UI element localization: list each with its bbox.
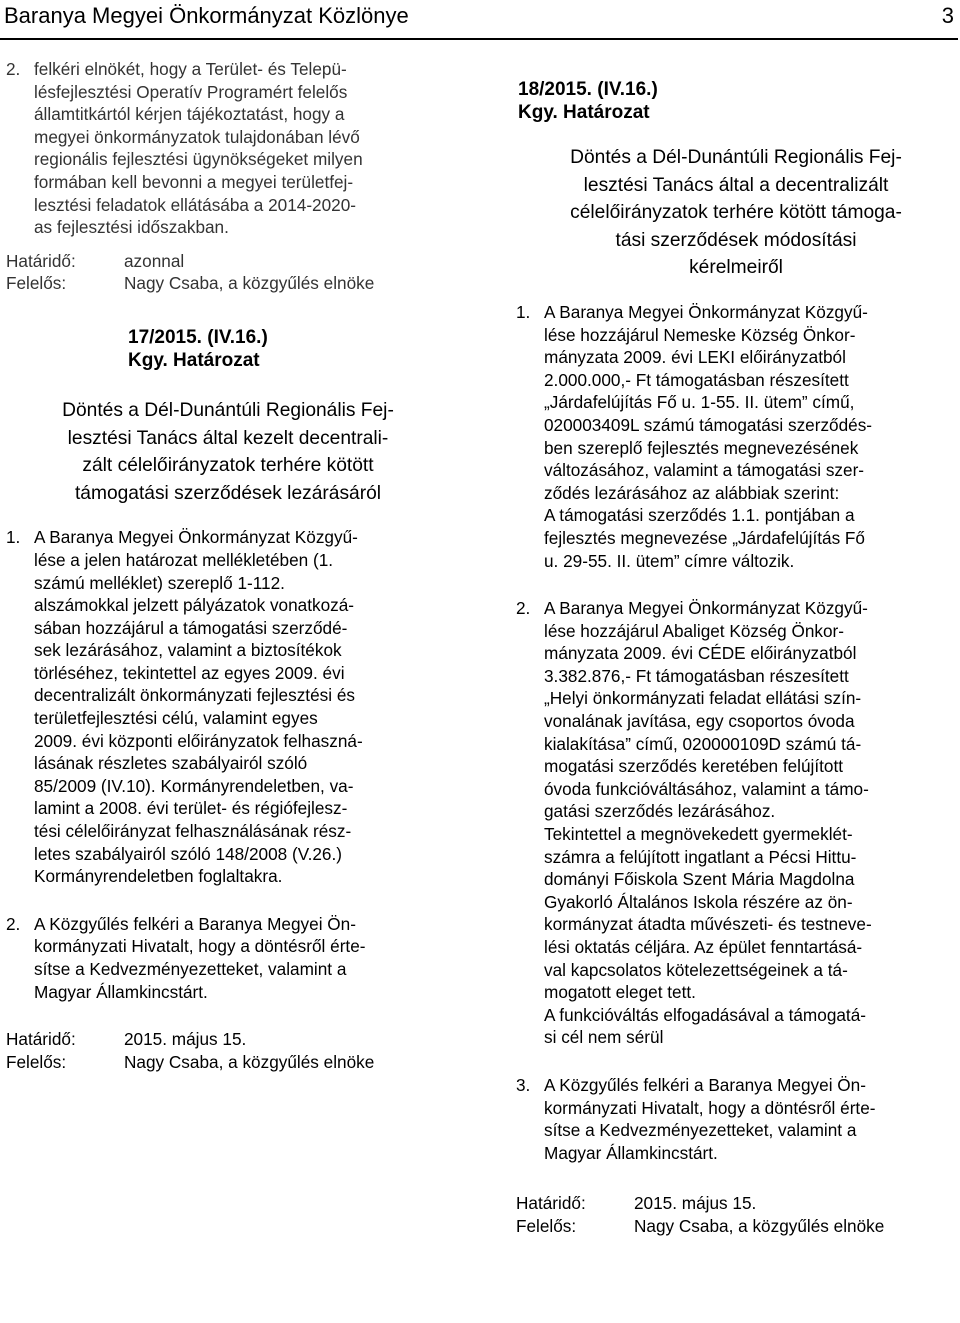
text-line: mányzata 2009. évi CÉDE előirányzatból [544, 643, 857, 664]
text-line: lesztési feladatok ellátásába a 2014-2020- [34, 194, 357, 215]
text-line: 2.000.000,- Ft támogatásban részesített [544, 369, 849, 390]
resolution-18-item-1 [516, 301, 956, 572]
text-line: A támogatási szerződés 1.1. pontjában a [544, 505, 855, 526]
header-divider [0, 38, 958, 40]
right-column [516, 78, 956, 1238]
text-line: törléséhez, tekintettel az egyes 2009. évi [34, 662, 345, 683]
resolution-18-title [516, 144, 956, 282]
resolution-17-title [6, 397, 450, 507]
text-line: Magyar Államkincstárt. [544, 1142, 718, 1163]
text-line: mogatási szerződés keretében felújított [544, 756, 844, 777]
responsible-label: Felelős: [516, 1215, 577, 1236]
text-line: célelőirányzatok terhére kötött támoga- [570, 202, 902, 224]
text-line: ben szereplő fejlesztés megnevezésének [544, 437, 859, 458]
deadline-label: Határidő: [516, 1193, 586, 1214]
item-number: 1. [516, 301, 531, 322]
item-text [544, 301, 956, 572]
text-line: Magyar Államkincstárt. [34, 981, 208, 1002]
item-text [34, 913, 450, 1003]
item-number: 3. [516, 1074, 531, 1095]
deadline-row [6, 250, 450, 273]
text-line: gatási szerződés lezárásához. [544, 801, 776, 822]
text-line: regionális fejlesztési ügynökségeket milyen [34, 149, 363, 170]
text-line: 2009. évi központi előirányzatok felhaszná- [34, 730, 363, 751]
text-line: tési célelőirányzat felhasználásának rész- [34, 821, 352, 842]
text-line: 3.382.876,- Ft támogatásban részesített [544, 665, 849, 686]
text-line: felkéri elnökét, hogy a Terület- és Telepü- [34, 59, 347, 79]
left-column [6, 58, 450, 1073]
page-header [0, 0, 960, 38]
text-line: számú melléklet) szereplő 1-112. [34, 572, 285, 593]
resolution-17-item-1 [6, 526, 450, 888]
text-line: u. 29-55. II. ütem” címre változik. [544, 550, 795, 571]
text-line: területfejlesztési célú, valamint egyes [34, 708, 318, 729]
resolution-type: Kgy. Határozat [128, 349, 260, 371]
resolution-number: 18/2015. (IV.16.) [518, 79, 658, 100]
resolution-number: 17/2015. (IV.16.) [128, 326, 268, 348]
text-line: óvoda funkcióváltásához, valamint a támo- [544, 778, 869, 799]
text-line: A Közgyűlés felkéri a Baranya Megyei Ön- [34, 913, 356, 934]
item-number: 2. [6, 913, 21, 934]
text-line: ződés lezárásához az alábbiak szerint: [544, 482, 840, 503]
deadline-row [6, 1028, 450, 1051]
text-line: megyei önkormányzatok tulajdonában lévő [34, 126, 360, 147]
resolution-18-item-2 [516, 597, 956, 1049]
responsible-row [516, 1215, 956, 1238]
text-line: Kormányrendeletben foglaltakra. [34, 866, 283, 887]
text-line: val kapcsolatos kötelezettségeinek a tá- [544, 959, 848, 980]
item-text [34, 526, 450, 888]
text-line: változásához, valamint a támogatási szer- [544, 460, 865, 481]
text-line: sában hozzájárul a támogatási szerződé- [34, 617, 348, 638]
meta-block-1 [6, 250, 450, 295]
text-line: „Helyi önkormányzati feladat ellátási szín- [544, 688, 862, 709]
item-number: 2. [516, 598, 531, 619]
publication-title: Baranya Megyei Önkormányzat Közlönye [4, 3, 409, 28]
text-line: zált célelőirányzatok terhére kötött [82, 455, 374, 477]
responsible-label: Felelős: [6, 273, 67, 294]
resolution-18-item-3 [516, 1074, 956, 1164]
text-line: Döntés a Dél-Dunántúli Regionális Fej- [62, 399, 394, 421]
text-line: sítse a Kedvezményezetteket, valamint a [34, 959, 347, 979]
item-text [34, 58, 450, 239]
text-line: sek lezárásához, valamint a biztosítékok [34, 640, 342, 661]
text-line: Gyakorló Általános Iskola részére az ön- [544, 891, 853, 912]
resolution-18-heading [516, 78, 956, 124]
responsible-value: Nagy Csaba, a közgyűlés elnöke [634, 1215, 885, 1236]
page-number: 3 [941, 3, 954, 28]
item-number: 1. [6, 527, 21, 548]
text-line: sítse a Kedvezményezetteket, valamint a [544, 1120, 857, 1141]
resolution-17-item-2 [6, 913, 450, 1003]
deadline-row [516, 1192, 956, 1215]
deadline-value: 2015. május 15. [124, 1029, 247, 1050]
text-line: A Baranya Megyei Önkormányzat Közgyű- [544, 301, 868, 322]
deadline-value: 2015. május 15. [634, 1193, 757, 1214]
text-line: lése hozzájárul Nemeske Község Önkor- [544, 324, 856, 345]
item-number: 2. [6, 59, 21, 79]
text-line: alszámokkal jelzett pályázatok vonatkozá- [34, 595, 355, 616]
text-line: kérelmeiről [689, 257, 783, 279]
text-line: „Járdafelújítás Fő u. 1-55. II. ütem” című, [544, 392, 855, 413]
text-line: Tekintettel a megnövekedett gyermeklét- [544, 824, 853, 845]
text-line: lési oktatás céljára. Az épület fenntartásá- [544, 937, 863, 957]
text-line: lése hozzájárul Abaliget Község Önkor- [544, 620, 844, 641]
meta-block-2 [6, 1028, 450, 1073]
text-line: decentralizált önkormányzati fejlesztési és [34, 685, 355, 706]
text-line: tási szerződések módosítási [615, 229, 857, 251]
text-line: letes szabályairól szóló 148/2008 (V.26.) [34, 843, 342, 864]
text-line: vonalának javítása, egy csoportos óvoda [544, 711, 855, 732]
deadline-value: azonnal [124, 250, 185, 271]
text-line: számra a felújított ingatlant a Pécsi Hittu- [544, 846, 857, 867]
responsible-value: Nagy Csaba, a közgyűlés elnöke [124, 1051, 375, 1072]
text-line: kormányzati Hivatalt, hogy a döntésről érte- [34, 936, 366, 957]
text-line: formában kell bevonni a megyei területfej- [34, 171, 354, 192]
responsible-label: Felelős: [6, 1051, 67, 1072]
text-line: as fejlesztési időszakban. [34, 217, 229, 238]
resolution-type: Kgy. Határozat [518, 102, 650, 123]
text-line: 85/2009 (IV.10). Kormányrendeletben, va- [34, 775, 354, 796]
text-line: kormányzat átadta művészeti- és testneve- [544, 914, 872, 935]
text-line: A Baranya Megyei Önkormányzat Közgyű- [34, 527, 358, 548]
meta-block-3 [516, 1192, 956, 1237]
text-line: dományi Főiskola Szent Mária Magdolna [544, 869, 855, 890]
text-line: mányzata 2009. évi LEKI előirányzatból [544, 347, 846, 368]
text-line: lamint a 2008. évi terület- és régiófejlesz- [34, 798, 348, 819]
text-line: kormányzati Hivatalt, hogy a döntésről érte- [544, 1097, 876, 1118]
deadline-label: Határidő: [6, 250, 76, 271]
text-line: támogatási szerződések lezárásáról [74, 482, 382, 504]
text-line: A funkcióváltás elfogadásával a támogatá- [544, 1004, 866, 1025]
text-line: lesztési Tanács által a decentralizált [583, 174, 889, 196]
text-line: lesztési Tanács által kezelt decentrali- [67, 427, 389, 449]
responsible-value: Nagy Csaba, a közgyűlés elnöke [124, 273, 375, 294]
text-line: államtitkártól kérjen tájékoztatást, hogy a [34, 104, 345, 125]
text-line: fejlesztés megnevezése „Járdafelújítás Fő [544, 527, 865, 548]
text-line: lásának részletes szabályairól szóló [34, 753, 308, 774]
item-text [544, 597, 956, 1049]
prev-resolution-item-2 [6, 58, 450, 239]
text-line: Döntés a Dél-Dunántúli Regionális Fej- [570, 147, 902, 168]
text-line: A Közgyűlés felkéri a Baranya Megyei Ön- [544, 1074, 866, 1095]
item-text [544, 1074, 956, 1164]
text-line: lése a jelen határozat mellékletében (1. [34, 549, 334, 570]
responsible-row [6, 272, 450, 295]
deadline-label: Határidő: [6, 1029, 76, 1050]
resolution-17-heading [6, 326, 450, 372]
responsible-row [6, 1051, 450, 1074]
text-line: kialakítása” című, 020000109D számú tá- [544, 733, 862, 754]
text-line: 020003409L számú támogatási szerződés- [544, 414, 873, 435]
text-line: si cél nem sérül [544, 1027, 664, 1048]
text-line: A Baranya Megyei Önkormányzat Közgyű- [544, 598, 868, 619]
text-line: lésfejlesztési Operatív Programért felelős [34, 81, 348, 102]
text-line: mogatott eleget tett. [544, 982, 696, 1003]
